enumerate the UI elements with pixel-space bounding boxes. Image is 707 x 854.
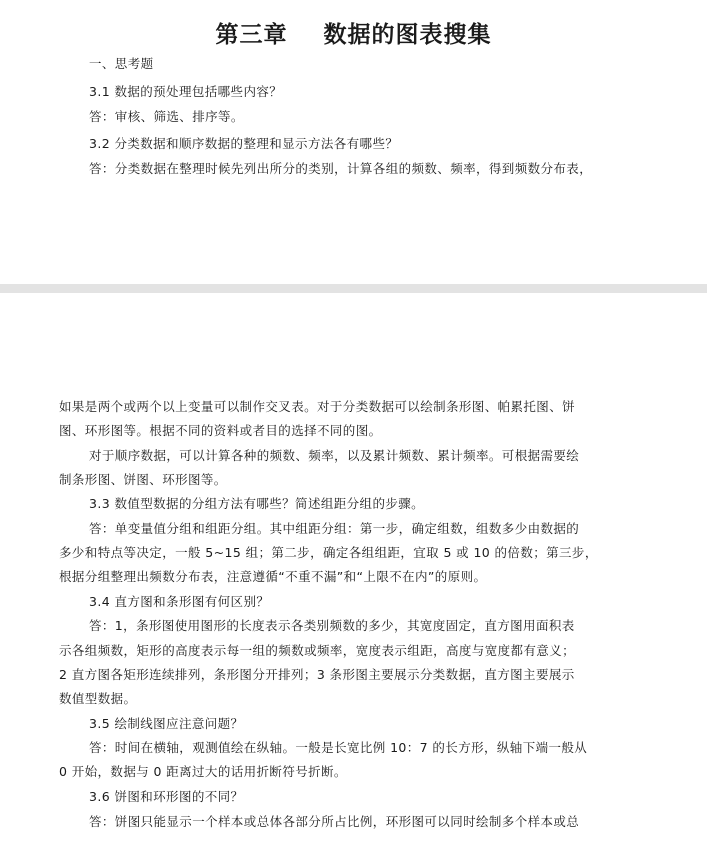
question-3-1: 3.1 数据的预处理包括哪些内容？ (89, 84, 283, 99)
answer-3-3: 答：单变量值分组和组距分组。其中组距分组：第一步，确定组数，组数多少由数据的 (89, 521, 580, 536)
text-line: 0 开始，数据与 0 距离过大的话用折断符号折断。 (59, 764, 347, 779)
answer-3-5: 答：时间在横轴，观测值绘在纵轴。一般是长宽比例 10：7 的长方形，纵轴下端一般从 (89, 740, 588, 755)
answer-3-6: 答：饼图只能显示一个样本或总体各部分所占比例，环形图可以同时绘制多个样本或总 (89, 814, 580, 829)
chapter-title: 第三章 数据的图表搜集 (215, 22, 492, 48)
question-3-2: 3.2 分类数据和顺序数据的整理和显示方法各有哪些？ (89, 136, 399, 151)
answer-3-4: 答：1，条形图使用图形的长度表示各类别频数的多少，其宽度固定，直方图用面积表 (89, 618, 575, 633)
text-line: 对于顺序数据，可以计算各种的频数、频率，以及累计频数、累计频率。可根据需要绘 (89, 448, 580, 463)
section-heading: 一、思考题 (89, 56, 154, 71)
question-3-4: 3.4 直方图和条形图有何区别？ (89, 594, 270, 609)
text-line: 制条形图、饼图、环形图等。 (59, 472, 227, 487)
text-line: 示各组频数，矩形的高度表示每一组的频数或频率，宽度表示组距，高度与宽度都有意义； (59, 643, 576, 658)
text-line: 根据分组整理出频数分布表，注意遵循“不重不漏”和“上限不在内”的原则。 (59, 569, 487, 584)
text-line: 数值型数据。 (59, 691, 137, 706)
document-page-1 (0, 0, 707, 284)
question-3-3: 3.3 数值型数据的分组方法有哪些？简述组距分组的步骤。 (89, 496, 425, 511)
text-line: 2 直方图各矩形连续排列，条形图分开排列；3 条形图主要展示分类数据，直方图主要展示 (59, 667, 575, 682)
question-3-5: 3.5 绘制线图应注意问题？ (89, 716, 244, 731)
answer-3-2-start: 答：分类数据在整理时候先列出所分的类别，计算各组的频数、频率，得到频数分布表， (89, 161, 593, 176)
document-page-2 (0, 293, 707, 854)
text-line: 如果是两个或两个以上变量可以制作交叉表。对于分类数据可以绘制条形图、帕累托图、饼 (59, 399, 576, 414)
text-line: 图、环形图等。根据不同的资料或者目的选择不同的图。 (59, 423, 382, 438)
answer-3-1: 答：审核、筛选、排序等。 (89, 109, 244, 124)
question-3-6: 3.6 饼图和环形图的不同？ (89, 789, 244, 804)
text-line: 多少和特点等决定，一般 5~15 组；第二步，确定各组组距，宜取 5 或 10 的倍数；第三步， (59, 545, 598, 560)
page-separator (0, 284, 707, 293)
